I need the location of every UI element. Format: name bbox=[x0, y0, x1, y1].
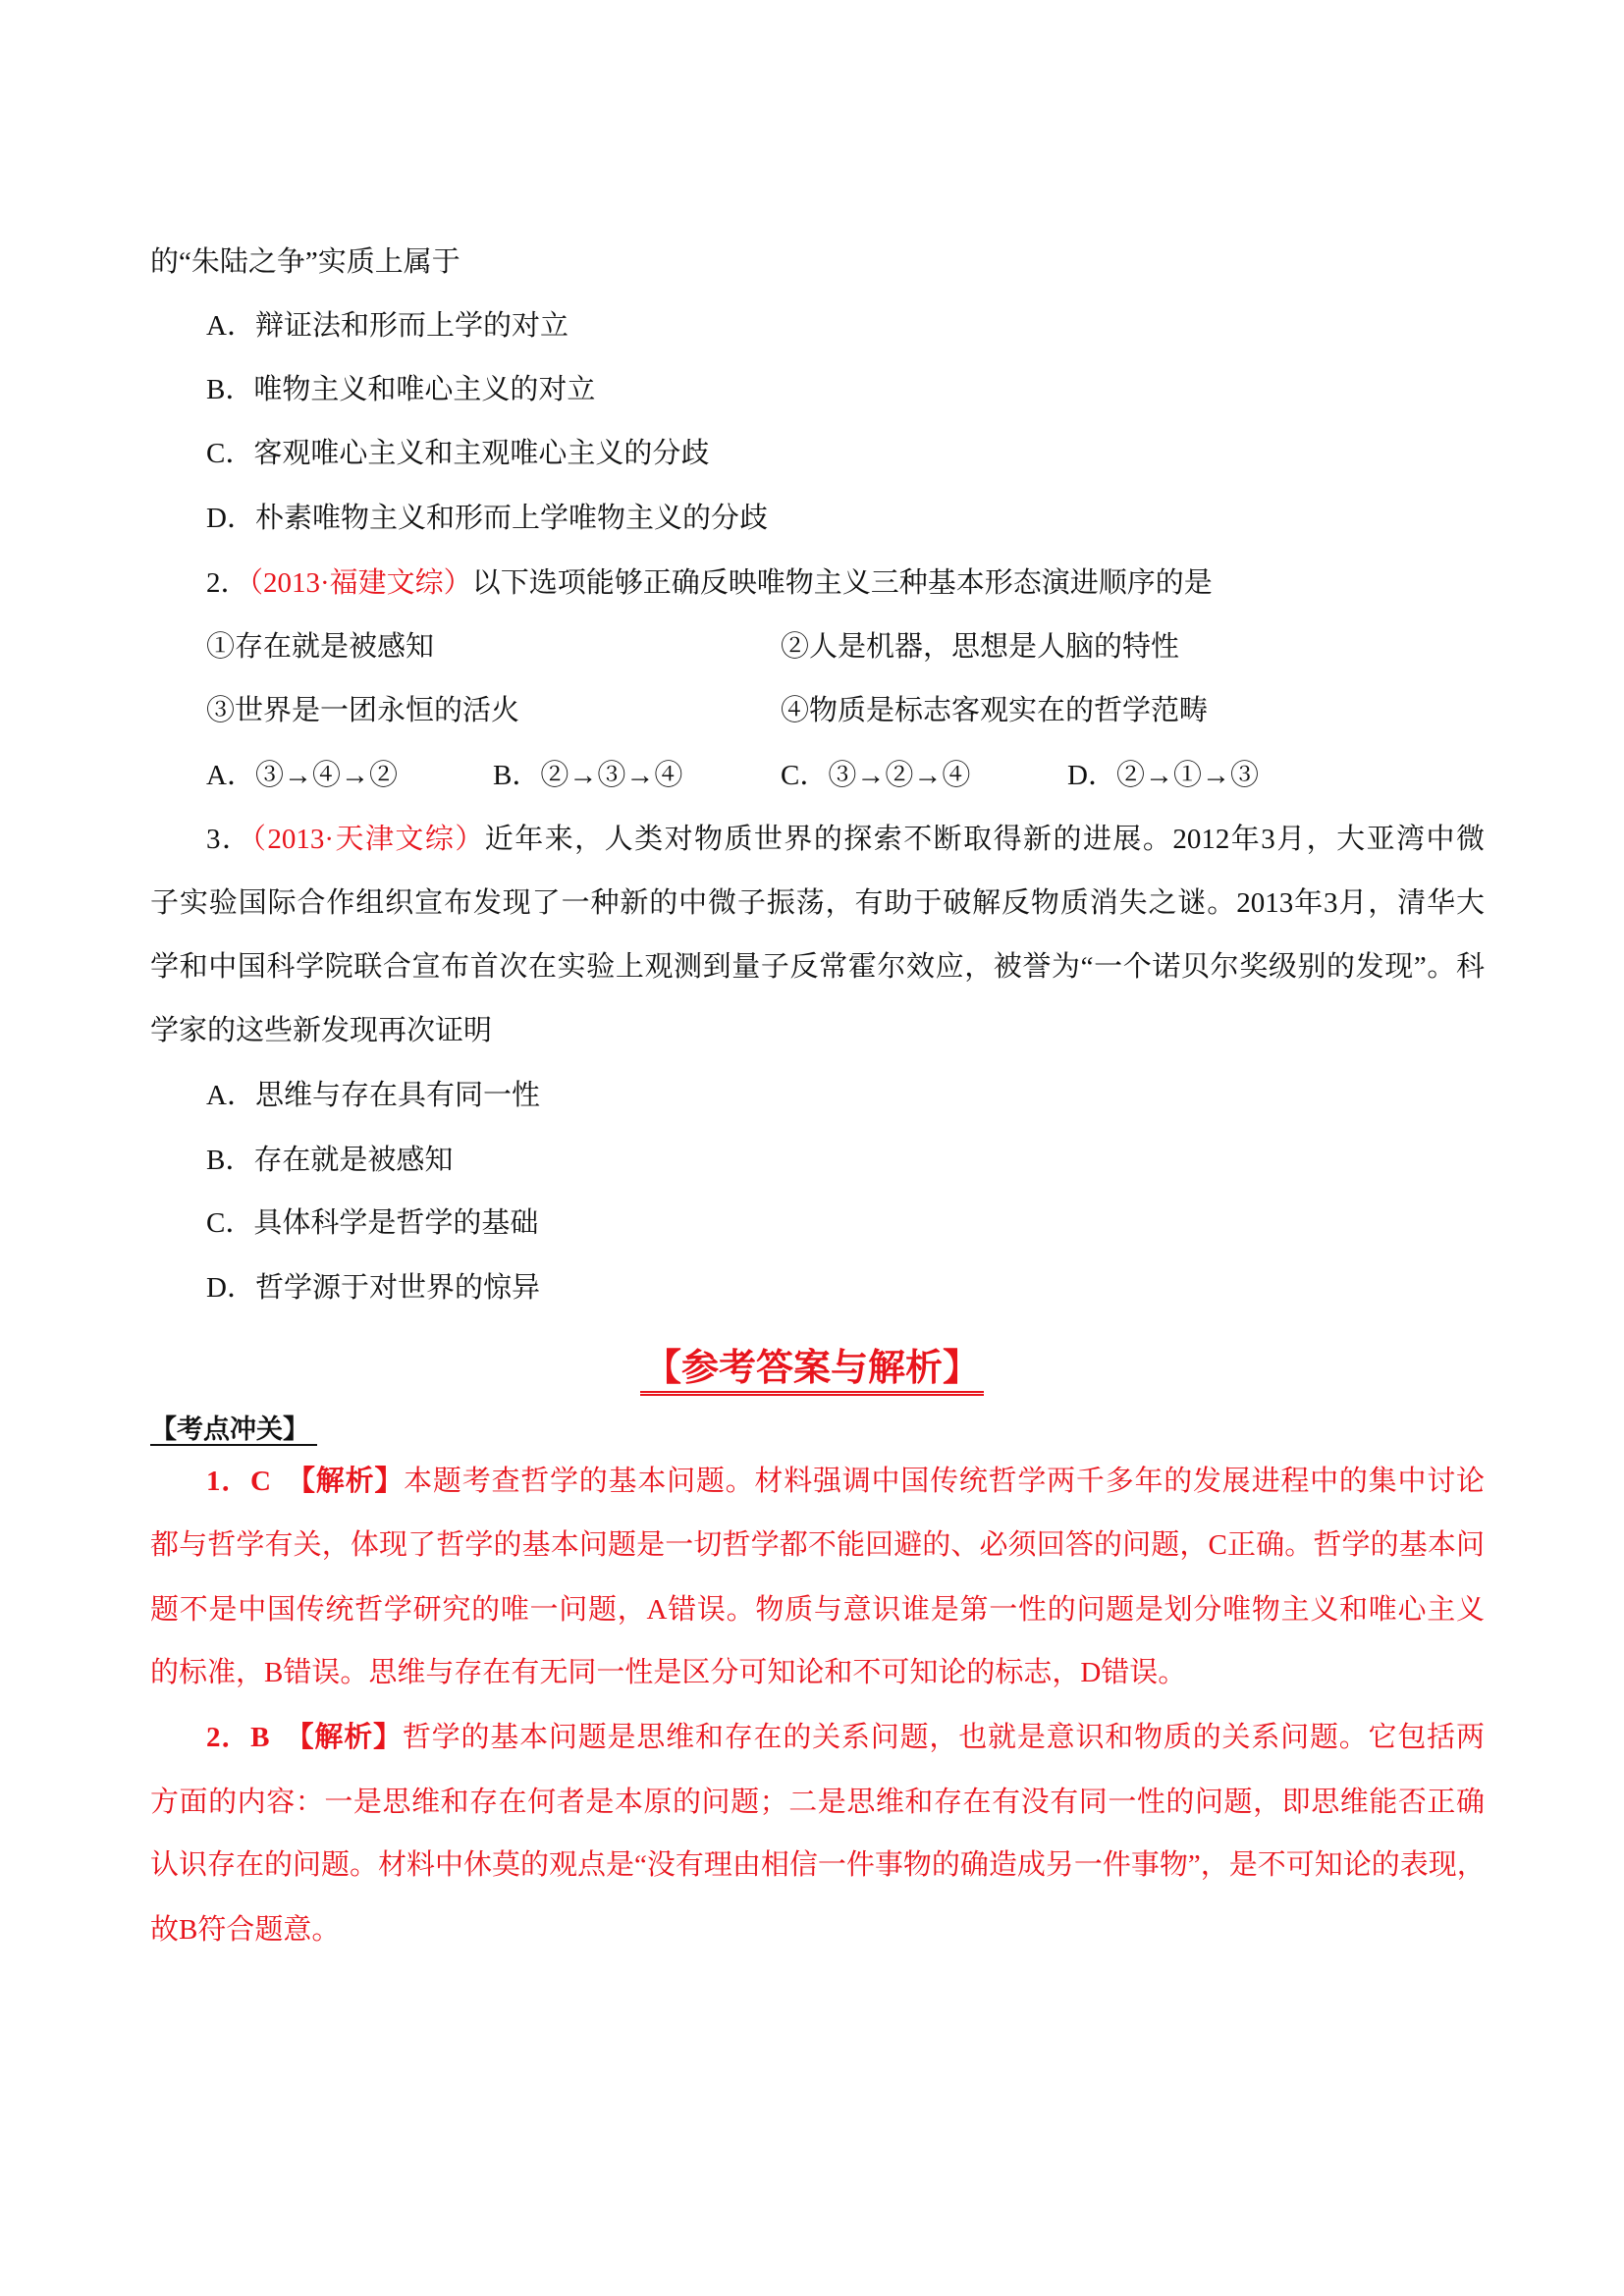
q1-option-d: D．朴素唯物主义和形而上学唯物主义的分歧 bbox=[206, 503, 768, 534]
answer-2-line-4: 故B符合题意。 bbox=[150, 1914, 341, 1946]
q1-stem-tail: 的“朱陆之争”实质上属于 bbox=[150, 246, 460, 278]
q2-statement-4: ④物质是标志客观实在的哲学范畴 bbox=[781, 695, 1209, 726]
section-label-text: 【考点冲关】 bbox=[150, 1415, 317, 1446]
q2-option-d: D．②→①→③ bbox=[1067, 760, 1259, 791]
q2-source: （2013·福建文综） bbox=[248, 567, 472, 599]
q3-option-a: A．思维与存在具有同一性 bbox=[206, 1080, 540, 1111]
q3-number: 3． bbox=[206, 824, 252, 855]
q2-statement-2: ②人是机器，思想是人脑的特性 bbox=[781, 631, 1180, 663]
answer-2-line-3: 认识存在的问题。材料中休莫的观点是“没有理由相信一件事物的确造成另一件事物”，是不可知论的表现， bbox=[150, 1849, 1486, 1881]
q2-option-a: A．③→④→② bbox=[206, 760, 398, 791]
answer-1-label: 1．C 【解析】 bbox=[206, 1466, 405, 1497]
q2-option-b: B．②→③→④ bbox=[493, 760, 683, 791]
q2-statement-3: ③世界是一团永恒的活火 bbox=[206, 695, 520, 726]
answers-heading-text: 【参考答案与解析】 bbox=[640, 1346, 984, 1396]
answer-2-line-1 bbox=[206, 1718, 1485, 1757]
answer-1-text-1: 本题考查哲学的基本问题。材料强调中国传统哲学两千多年的发展进程中的集中讨论 bbox=[404, 1466, 1485, 1497]
answer-1-line-3: 题不是中国传统哲学研究的唯一问题，A错误。物质与意识谁是第一性的问题是划分唯物主义和唯心主义 bbox=[150, 1594, 1485, 1626]
answer-1-line-2: 都与哲学有关，体现了哲学的基本问题是一切哲学都不能回避的、必须回答的问题，C正确。哲学的基本问 bbox=[150, 1529, 1485, 1561]
q3-option-d: D．哲学源于对世界的惊异 bbox=[206, 1272, 540, 1304]
answer-1-line-4: 的标准，B错误。思维与存在有无同一性是区分可知论和不可知论的标志，D错误。 bbox=[150, 1657, 1187, 1688]
q2-stem bbox=[206, 563, 1213, 603]
q2-stem-text: 以下选项能够正确反映唯物主义三种基本形态演进顺序的是 bbox=[471, 567, 1213, 599]
q2-number: 2． bbox=[206, 567, 249, 599]
q1-option-c: C．客观唯心主义和主观唯心主义的分歧 bbox=[206, 438, 710, 469]
q3-option-c: C．具体科学是哲学的基础 bbox=[206, 1207, 539, 1239]
q1-option-b: B．唯物主义和唯心主义的对立 bbox=[206, 374, 596, 405]
q3-stem-line-4: 学家的这些新发现再次证明 bbox=[150, 1015, 493, 1046]
q3-stem-text-1: 近年来，人类对物质世界的探索不断取得新的进展。2012年3月，大亚湾中微 bbox=[484, 824, 1485, 855]
q2-option-c: C．③→②→④ bbox=[781, 760, 971, 791]
answer-2-line-2: 方面的内容：一是思维和存在何者是本原的问题；二是思维和存在有没有同一性的问题，即思维能否正确 bbox=[150, 1787, 1485, 1818]
q3-stem-line-3: 学和中国科学院联合宣布首次在实验上观测到量子反常霍尔效应，被誉为“一个诺贝尔奖级别的发现”。科 bbox=[150, 951, 1485, 983]
q3-stem-line-2: 子实验国际合作组织宣布发现了一种新的中微子振荡，有助于破解反物质消失之谜。2013年3月，清华大 bbox=[150, 887, 1485, 919]
q3-stem-line-1 bbox=[206, 820, 1485, 859]
section-label bbox=[150, 1410, 317, 1449]
q3-option-b: B．存在就是被感知 bbox=[206, 1145, 454, 1176]
answer-2-label: 2．B 【解析】 bbox=[206, 1722, 403, 1753]
answers-heading bbox=[0, 1343, 1624, 1392]
q1-option-a: A．辩证法和形而上学的对立 bbox=[206, 310, 568, 342]
q2-statement-1: ①存在就是被感知 bbox=[206, 631, 435, 663]
q3-source: （2013·天津文综） bbox=[251, 824, 485, 855]
answer-1-line-1 bbox=[206, 1462, 1485, 1501]
answer-2-text-1: 哲学的基本问题是思维和存在的关系问题，也就是意识和物质的关系问题。它包括两 bbox=[402, 1722, 1485, 1753]
